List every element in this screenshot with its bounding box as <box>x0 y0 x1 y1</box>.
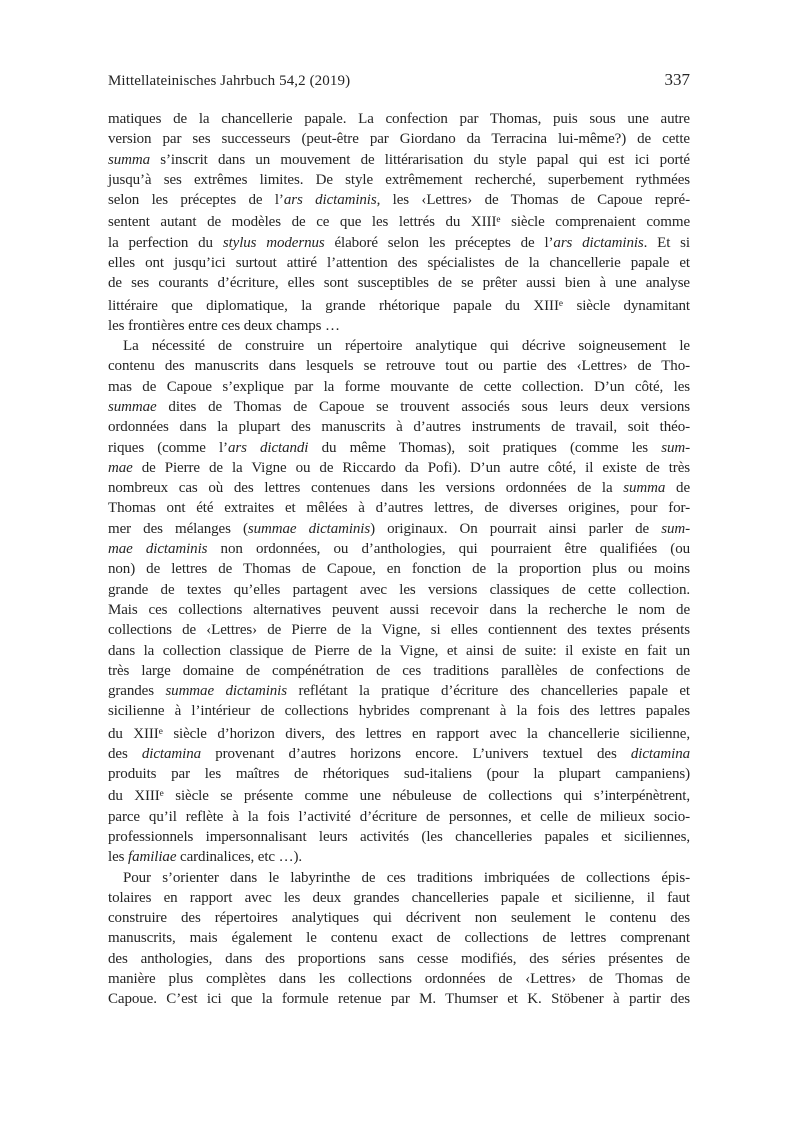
italic-text: summae dictaminis <box>247 520 371 537</box>
text-line: Capoue. C’est ici que la formule retenue par M. Thumser et K. Stöbener à partir des <box>108 991 690 1008</box>
text-line: tolaires en rapport avec les deux grandes chancelleries papale et sicilienne, il faut <box>108 889 690 906</box>
text-line: Pour s’orienter dans le labyrinthe de ces traditions imbriquées de collections épis- <box>123 869 690 886</box>
italic-text: summa <box>623 480 666 497</box>
text-line: version par ses successeurs (peut-être par Giordano da Terracina lui-même?) de cette <box>108 131 690 148</box>
text-line: mae de Pierre de la Vigne ou de Riccardo da Pofi). D’un autre côté, il existe de très <box>108 459 690 476</box>
text-line: La nécessité de construire un répertoire analytique qui décrive soigneusement le <box>123 338 690 355</box>
italic-text: dictamina <box>141 745 201 762</box>
text-line: mer des mélanges (summae dictaminis) originaux. On pourrait ainsi parler de sum- <box>108 520 690 537</box>
text-line: produits par les maîtres de rhétoriques sud-italiens (pour la plupart campaniens) <box>108 766 690 783</box>
text-line: sentent autant de modèles de ce que les lettrés du XIIIe siècle comprenaient comme <box>108 214 690 231</box>
italic-text: dictamina <box>630 745 690 762</box>
text-line: manuscrits, mais également le contenu exact de collections de lettres comprenant <box>108 930 690 947</box>
text-line: matiques de la chancellerie papale. La confection par Thomas, puis sous une autre <box>108 111 690 127</box>
text-line: mae dictaminis non ordonnées, ou d’anthologies, qui pourraient être qualifiées (ou <box>108 541 690 558</box>
text-line: non) de lettres de Thomas de Capoue, en fonction de la proportion plus ou moins <box>108 561 690 578</box>
italic-text: ars dictaminis <box>283 192 377 209</box>
text-line: parce qu’il reflète à la fois l’activité d’écriture de personnes, et celle de milieux socio- <box>108 808 690 825</box>
page-number: 337 <box>664 70 690 89</box>
running-title: Mittellateinisches Jahrbuch 54,2 (2019) <box>108 73 351 89</box>
text-line: la perfection du stylus modernus élaboré selon les préceptes de l’ars dictaminis. Et si <box>108 234 690 251</box>
italic-text: summae <box>108 398 157 415</box>
text-line: contenu des manuscrits dans lesquels se retrouve tout ou partie des ‹Lettres› de Tho- <box>108 358 690 375</box>
superscript-text: e <box>159 789 164 800</box>
italic-text: mae dictaminis <box>108 541 208 558</box>
text-line: de ses courants d’écriture, elles sont susceptibles de se prêter aussi bien à une analyse <box>108 275 690 292</box>
text-line: très large domaine de compénétration de ces traditions parallèles de confections de <box>108 662 690 679</box>
italic-text: stylus modernus <box>222 234 325 251</box>
text-line: les frontières entre ces deux champs … <box>108 317 340 334</box>
italic-text: summa <box>108 151 151 168</box>
text-line: des anthologies, dans des proportions sans cesse modifiés, des séries présentes de <box>108 950 690 967</box>
italic-text: summae dictaminis <box>165 683 287 700</box>
text-line: collections de ‹Lettres› de Pierre de la Vigne, si elles contiennent des textes présents <box>108 622 690 639</box>
superscript-text: e <box>496 215 501 226</box>
italic-text: familiae <box>128 849 177 866</box>
text-line: du XIIIe siècle d’horizon divers, des lettres en rapport avec la chancellerie sicilienne, <box>108 725 690 742</box>
superscript-text: e <box>558 298 563 309</box>
text-line: grande de textes qu’elles partagent avec les versions classiques de cette collection. <box>108 581 690 598</box>
text-line: mas de Capoue s’explique par la forme mouvante de cette collection. D’un côté, les <box>108 378 690 395</box>
text-line: du XIIIe siècle se présente comme une nébuleuse de collections qui s’interpénètrent, <box>108 788 691 805</box>
italic-text: sum- <box>661 520 690 537</box>
text-line: ordonnées dans la plupart des manuscrits à d’autres instruments de travail, soit théo- <box>108 419 690 436</box>
text-line: elles ont jusqu’ici surtout attiré l’attention des spécialistes de la chancellerie papale et <box>108 254 690 271</box>
text-line: summa s’inscrit dans un mouvement de littérarisation du style papal qui est ici porté <box>108 151 690 168</box>
text-line: littéraire que diplomatique, la grande rhétorique papale du XIIIe siècle dynamitant <box>108 297 690 314</box>
page-header <box>108 70 690 90</box>
text-line: selon les préceptes de l’ars dictaminis, les ‹Lettres› de Thomas de Capoue repré- <box>108 192 690 209</box>
text-line: les familiae cardinalices, etc …). <box>108 849 303 866</box>
text-line: construire des répertoires analytiques qui décrivent non seulement le contenu des <box>108 910 690 927</box>
text-line: nombreux cas où des lettres contenues dans les versions ordonnées de la summa de <box>108 480 690 497</box>
text-line: riques (comme l’ars dictandi du même Thomas), soit pratiques (comme les sum- <box>108 439 690 456</box>
article-body <box>108 109 690 1010</box>
italic-text: ars dictandi <box>227 439 309 456</box>
text-line: professionnels impersonnalisant leurs activités (les chancelleries papales et siciliennes, <box>108 828 690 845</box>
text-line: Thomas ont été extraites et mêlées à d’autres lettres, de diverses origines, pour for- <box>108 500 690 517</box>
italic-text: ars dictaminis <box>553 234 644 251</box>
superscript-text: e <box>158 726 163 737</box>
text-line: jusqu’à ses extrêmes limites. De style extrêmement recherché, superbement rythmées <box>108 171 690 188</box>
text-line: des dictamina provenant d’autres horizons encore. L’univers textuel des dictamina <box>108 745 690 762</box>
text-line: grandes summae dictaminis reflétant la pratique d’écriture des chancelleries papale et <box>108 683 690 700</box>
text-line: Mais ces collections alternatives peuvent aussi recevoir dans la recherche le nom de <box>108 601 690 618</box>
italic-text: mae <box>108 459 133 476</box>
text-line: dans la collection classique de Pierre de la Vigne, et ainsi de suite: il existe en fait un <box>108 642 690 659</box>
text-line: manière plus complètes dans les collections ordonnées de ‹Lettres› de Thomas de <box>108 971 690 988</box>
text-line: summae dites de Thomas de Capoue se trouvent associés sous leurs deux versions <box>108 398 690 415</box>
text-line: sicilienne à l’intérieur de collections hybrides comprenant à la fois des lettres papales <box>108 703 690 720</box>
italic-text: sum- <box>661 439 690 456</box>
